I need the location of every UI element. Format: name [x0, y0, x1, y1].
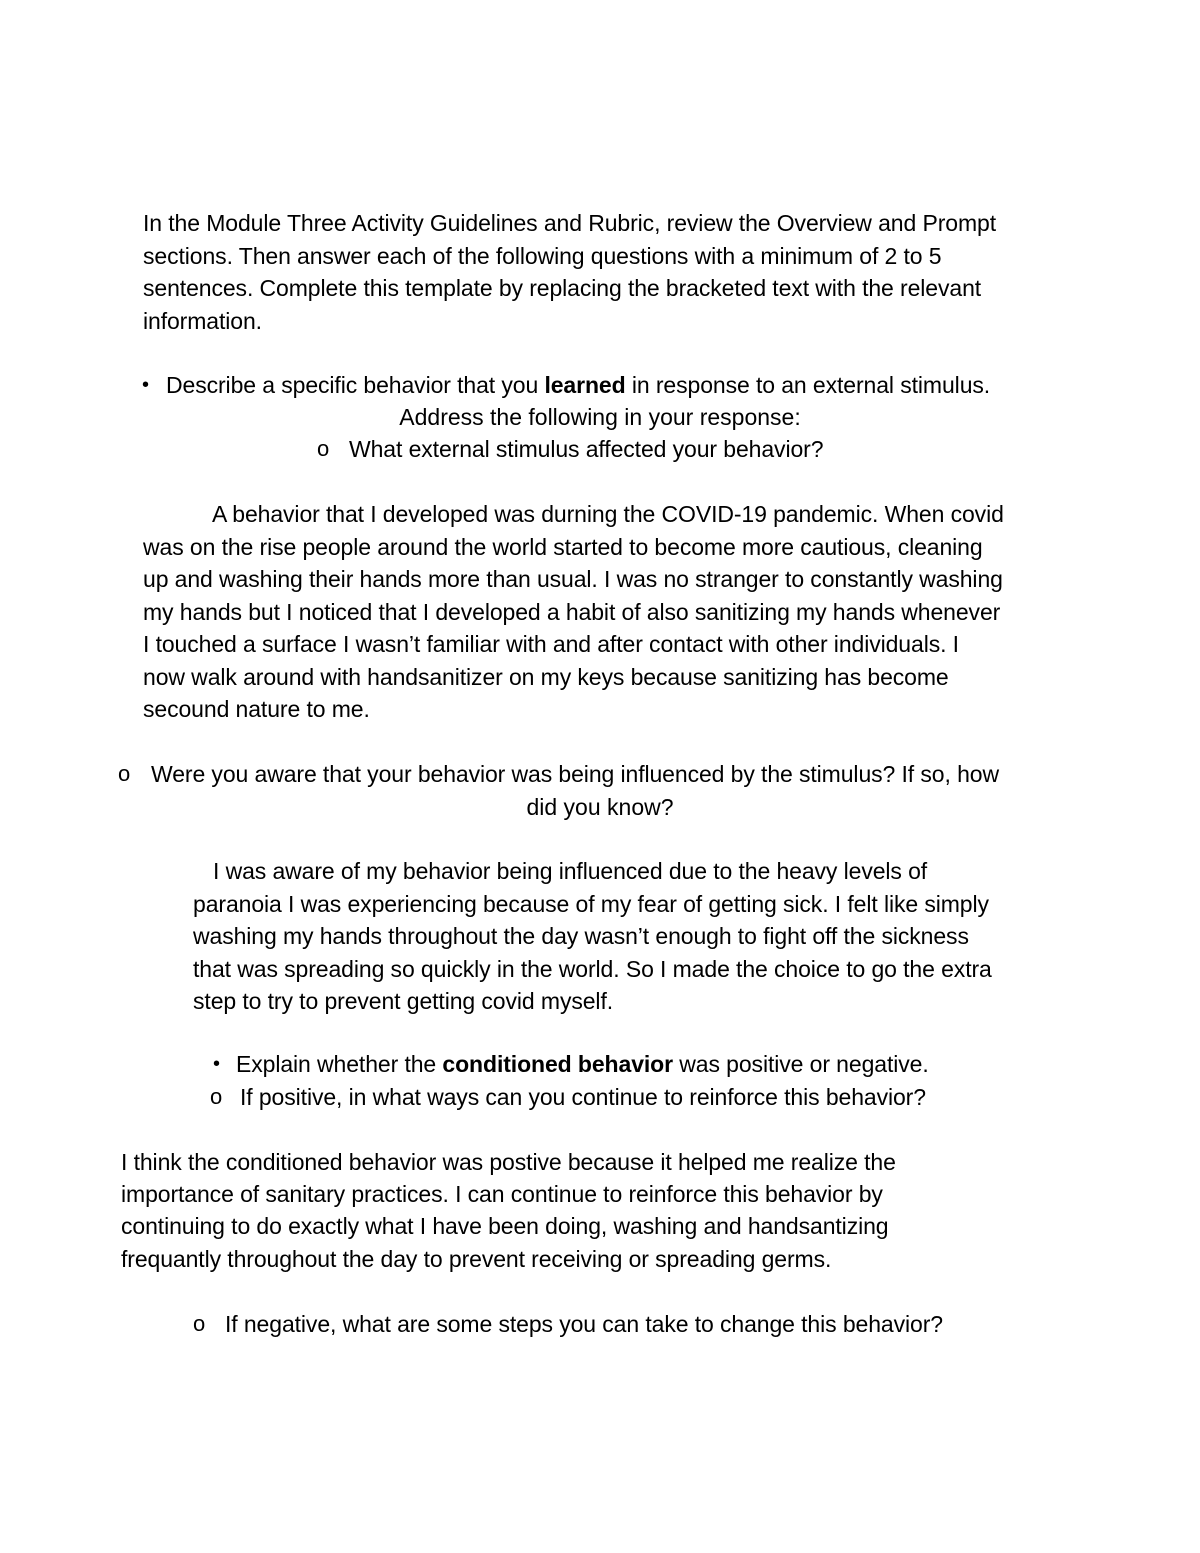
question-3-line	[236, 1048, 929, 1080]
question-1-instruction: Address the following in your response:	[399, 404, 801, 430]
sub-bullet-marker: o	[193, 1311, 206, 1336]
answer-2-line: step to try to prevent getting covid myself.	[193, 988, 614, 1014]
sub-bullet-marker: o	[118, 761, 131, 786]
intro-line: sections. Then answer each of the following questions with a minimum of 2 to 5	[143, 243, 942, 269]
intro-line: information.	[143, 308, 262, 334]
answer-3-line: frequantly throughout the day to prevent receiving or spreading germs.	[121, 1246, 832, 1272]
bullet-marker: •	[213, 1053, 221, 1075]
question-4-line: If negative, what are some steps you can take to change this behavior?	[225, 1311, 943, 1337]
answer-1-line: secound nature to me.	[143, 696, 370, 722]
question-3-text-post: was positive or negative.	[672, 1051, 929, 1077]
answer-1-line: was on the rise people around the world started to become more cautious, cleaning	[143, 534, 983, 560]
answer-3-line: I think the conditioned behavior was postive because it helped me realize the	[121, 1149, 896, 1175]
answer-2-line: I was aware of my behavior being influenced due to the heavy levels of	[213, 858, 928, 884]
question-3-subquestion: If positive, in what ways can you continue to reinforce this behavior?	[240, 1084, 926, 1110]
answer-1-line: I touched a surface I wasn’t familiar with and after contact with other individuals. I	[143, 631, 959, 657]
question-3-text-pre: Explain whether the	[236, 1051, 443, 1077]
answer-3-line: importance of sanitary practices. I can continue to reinforce this behavior by	[121, 1181, 883, 1207]
question-1-text-post: in response to an external stimulus.	[625, 372, 991, 398]
question-1-text-pre: Describe a specific behavior that you	[166, 372, 545, 398]
answer-2-line: paranoia I was experiencing because of my fear of getting sick. I felt like simply	[193, 891, 989, 917]
sub-bullet-marker: o	[210, 1084, 223, 1109]
question-1-bold-term: learned	[544, 372, 626, 398]
question-2-line: did you know?	[526, 794, 674, 820]
answer-3-line: continuing to do exactly what I have been doing, washing and handsantizing	[121, 1213, 889, 1239]
answer-1-line: up and washing their hands more than usual. I was no stranger to constantly washing	[143, 566, 1003, 592]
intro-line: sentences. Complete this template by replacing the bracketed text with the relevant	[143, 275, 982, 301]
answer-1-line: my hands but I noticed that I developed a habit of also sanitizing my hands whenever	[143, 599, 1001, 625]
question-3-bold-term: conditioned behavior	[442, 1051, 673, 1077]
question-1-subquestion: What external stimulus affected your behavior?	[349, 436, 824, 462]
answer-1-line: now walk around with handsanitizer on my keys because sanitizing has become	[143, 664, 949, 690]
intro-line: In the Module Three Activity Guidelines and Rubric, review the Overview and Prompt	[143, 210, 997, 236]
question-2-line: Were you aware that your behavior was being influenced by the stimulus? If so, how	[151, 761, 999, 787]
answer-2-line: washing my hands throughout the day wasn’t enough to fight off the sickness	[193, 923, 969, 949]
answer-1-line: A behavior that I developed was durning the COVID-19 pandemic. When covid	[212, 501, 1004, 527]
bullet-marker: •	[142, 374, 150, 396]
answer-2-line: that was spreading so quickly in the world. So I made the choice to go the extra	[193, 956, 992, 982]
question-1-line	[166, 369, 990, 401]
sub-bullet-marker: o	[317, 436, 330, 461]
